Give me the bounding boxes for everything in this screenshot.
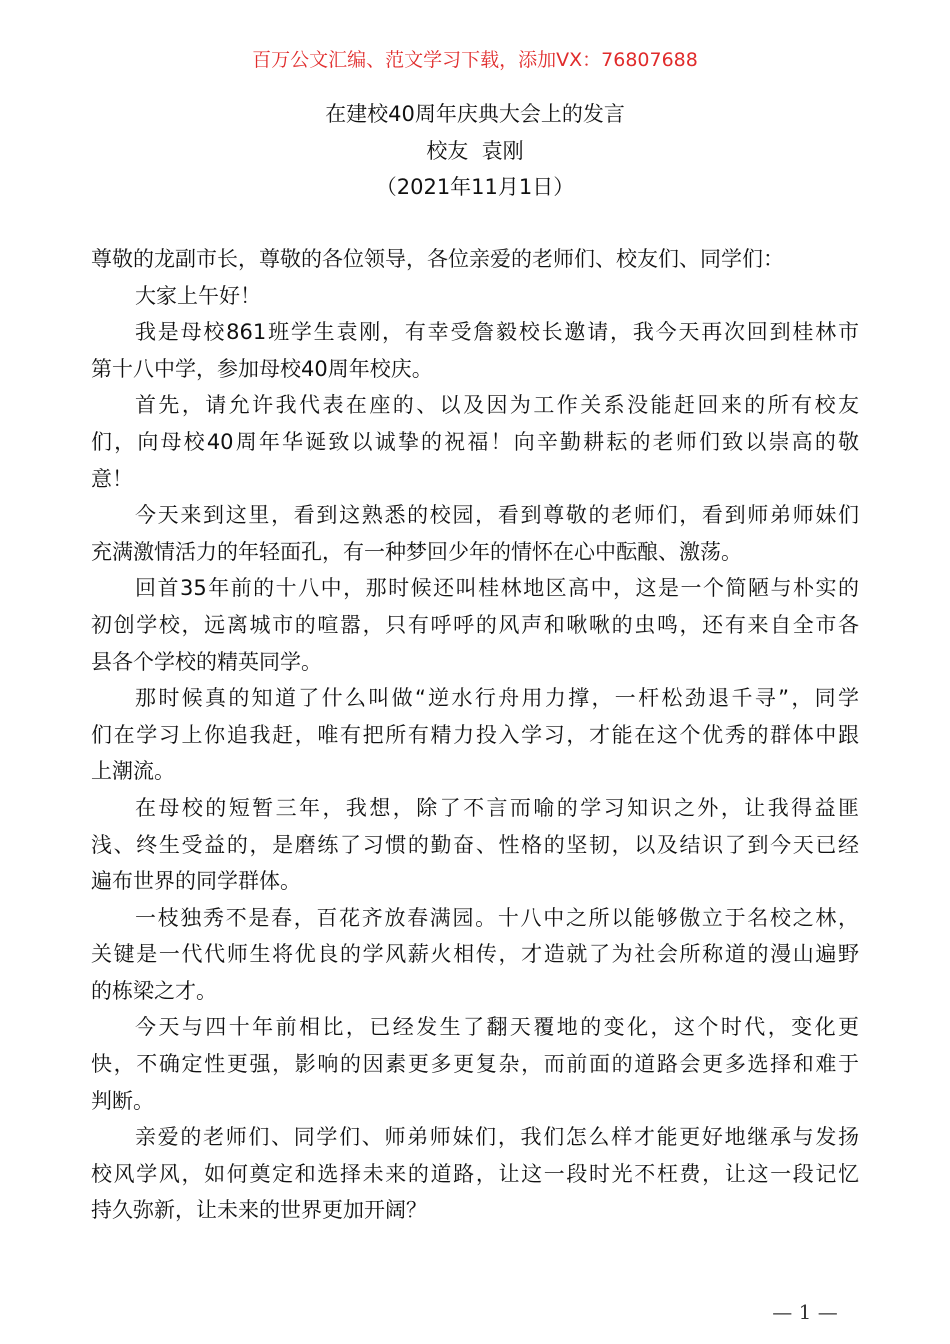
paragraph xyxy=(91,570,859,680)
paragraph-line: 回首35年前的十八中，那时候还叫桂林地区高中，这是一个简陋与朴实的 xyxy=(135,576,859,601)
paragraph-line: 们，向母校40周年华诞致以诚挚的祝福！向辛勤耕耘的老师们致以崇高的敬 xyxy=(91,429,859,454)
paragraph xyxy=(91,680,859,790)
paragraph-line: 们在学习上你追我赶，唯有把所有精力投入学习，才能在这个优秀的群体中跟 xyxy=(91,722,859,747)
document-body xyxy=(91,241,859,1229)
paragraph-line: 今天与四十年前相比，已经发生了翻天覆地的变化，这个时代，变化更 xyxy=(135,1015,859,1040)
paragraph-line: 在母校的短暂三年，我想，除了不言而喻的学习知识之外，让我得益匪 xyxy=(135,795,859,820)
paragraph-line: 充满激情活力的年轻面孔，有一种梦回少年的情怀在心中酝酿、激荡。 xyxy=(91,539,742,564)
download-banner: 百万公文汇编、范文学习下载，添加VX：76807688 xyxy=(252,49,698,71)
paragraph-line: 持久弥新，让未来的世界更加开阔？ xyxy=(91,1198,427,1223)
paragraph-line: 快，不确定性更强，影响的因素更多更复杂，而前面的道路会更多选择和难于 xyxy=(91,1052,859,1077)
paragraph xyxy=(91,900,859,1010)
paragraph-line: 一枝独秀不是春，百花齐放春满园。十八中之所以能够傲立于名校之林， xyxy=(135,905,859,930)
date-line: （2021年11月1日） xyxy=(375,175,575,200)
paragraph xyxy=(91,497,859,570)
paragraph-line: 上潮流。 xyxy=(91,759,175,784)
paragraph-line: 的栋梁之才。 xyxy=(91,978,217,1003)
paragraph xyxy=(91,314,859,387)
paragraph-line: 初创学校，远离城市的喧嚣，只有呼呼的风声和啾啾的虫鸣，还有来自全市各 xyxy=(91,612,859,637)
document-title: 在建校40周年庆典大会上的发言 xyxy=(325,102,625,126)
paragraph xyxy=(91,278,859,315)
paragraph-line: 校风学风，如何奠定和选择未来的道路，让这一段时光不枉费，让这一段记忆 xyxy=(91,1161,859,1186)
page-number: — 1 — xyxy=(772,1300,838,1324)
paragraph xyxy=(91,1119,859,1229)
paragraph-line: 今天来到这里，看到这熟悉的校园，看到尊敬的老师们，看到师弟师妹们 xyxy=(135,503,859,528)
paragraph-line: 县各个学校的精英同学。 xyxy=(91,649,322,674)
paragraph-line: 浅、终生受益的，是磨练了习惯的勤奋、性格的坚韧，以及结识了到今天已经 xyxy=(91,832,859,857)
paragraph xyxy=(91,790,859,900)
salutation: 尊敬的龙副市长，尊敬的各位领导，各位亲爱的老师们、校友们、同学们： xyxy=(91,247,784,271)
paragraph-line: 关键是一代代师生将优良的学风薪火相传，才造就了为社会所称道的漫山遍野 xyxy=(91,942,859,967)
paragraph-line: 我是母校861班学生袁刚，有幸受詹毅校长邀请，我今天再次回到桂林市 xyxy=(135,320,859,345)
paragraphs xyxy=(91,278,859,1229)
title-block xyxy=(0,96,950,206)
paragraph-line: 判断。 xyxy=(91,1088,154,1113)
paragraph-line: 首先，请允许我代表在座的、以及因为工作关系没能赶回来的所有校友 xyxy=(135,393,859,418)
paragraph-line: 意！ xyxy=(91,466,133,491)
paragraph-line: 亲爱的老师们、同学们、师弟师妹们，我们怎么样才能更好地继承与发扬 xyxy=(135,1125,859,1150)
paragraph-line: 第十八中学，参加母校40周年校庆。 xyxy=(91,356,433,381)
author-line: 校友 袁刚 xyxy=(426,138,524,163)
paragraph-line: 遍布世界的同学群体。 xyxy=(91,869,301,894)
paragraph xyxy=(91,1009,859,1119)
paragraph-line: 大家上午好！ xyxy=(135,283,261,308)
paragraph xyxy=(91,387,859,497)
paragraph-line: 那时候真的知道了什么叫做“逆水行舟用力撑，一杆松劲退千寻”，同学 xyxy=(135,686,859,711)
